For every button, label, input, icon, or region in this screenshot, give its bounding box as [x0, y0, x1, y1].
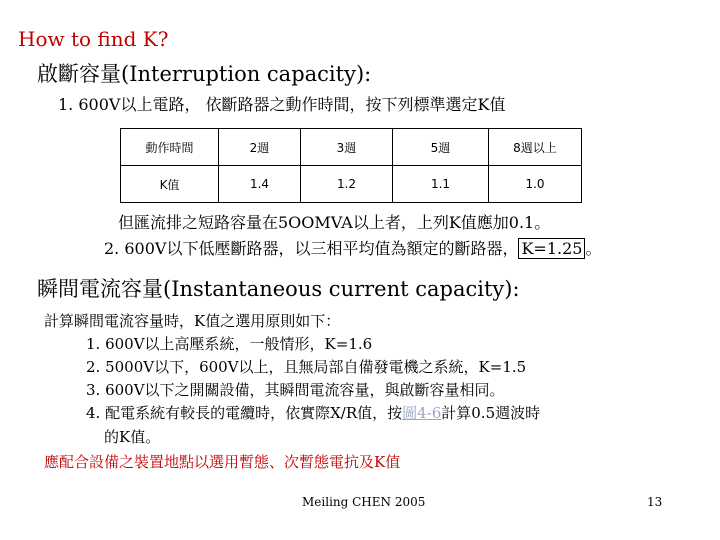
slide-title: How to find K? [18, 27, 169, 51]
interruption-item-2 [104, 236, 601, 259]
busbar-note: 但匯流排之短路容量在5OOMVA以上者，上列K值應加0.1。 [118, 213, 551, 232]
section-heading-instantaneous: 瞬間電流容量(Instantaneous current capacity): [37, 277, 520, 301]
footer-author: Meiling CHEN 2005 [302, 495, 426, 509]
table-header-row [121, 129, 582, 166]
instantaneous-item-4 [86, 402, 540, 423]
table-cell: 動作時間 [121, 129, 219, 166]
item-2-end: 。 [585, 239, 602, 258]
conclusion-note: 應配合設備之裝置地點以選用暫態、次暫態電抗及K值 [44, 453, 401, 471]
k-value-table [120, 128, 582, 203]
table-cell: 1.2 [301, 166, 393, 203]
instantaneous-item-3: 3. 600V以下之開關設備，其瞬間電流容量，與啟斷容量相同。 [86, 381, 505, 399]
item-4-text-post: 計算0.5週波時 [441, 404, 541, 422]
table-cell: 1.4 [219, 166, 301, 203]
k-value-boxed: K=1.25 [518, 238, 585, 259]
instantaneous-item-2: 2. 5000V以下，600V以上，且無局部自備發電機之系統，K=1.5 [86, 358, 527, 376]
interruption-item-1: 1. 600V以上電路， 依斷路器之動作時間，按下列標準選定K值 [58, 95, 506, 114]
table-cell: 3週 [301, 129, 393, 166]
table-row [121, 166, 582, 203]
table-cell: 1.1 [393, 166, 489, 203]
table-cell: 2週 [219, 129, 301, 166]
instantaneous-intro: 計算瞬間電流容量時，K值之選用原則如下： [44, 312, 341, 330]
instantaneous-item-4-continued: 的K值。 [104, 428, 161, 446]
section-heading-interruption: 啟斷容量(Interruption capacity): [37, 62, 372, 86]
table-cell: 8週以上 [489, 129, 582, 166]
table-cell: K值 [121, 166, 219, 203]
item-4-text: 4. 配電系統有較長的電纜時，依實際X/R值，按 [86, 404, 403, 422]
instantaneous-item-1: 1. 600V以上高壓系統，一般情形，K=1.6 [86, 335, 373, 353]
table-cell: 5週 [393, 129, 489, 166]
table-cell: 1.0 [489, 166, 582, 203]
page-number: 13 [647, 495, 663, 509]
item-2-text: 2. 600V以下低壓斷路器，以三相平均值為額定的斷路器， [104, 239, 519, 258]
figure-4-6-link[interactable]: 圖4-6 [402, 404, 442, 422]
